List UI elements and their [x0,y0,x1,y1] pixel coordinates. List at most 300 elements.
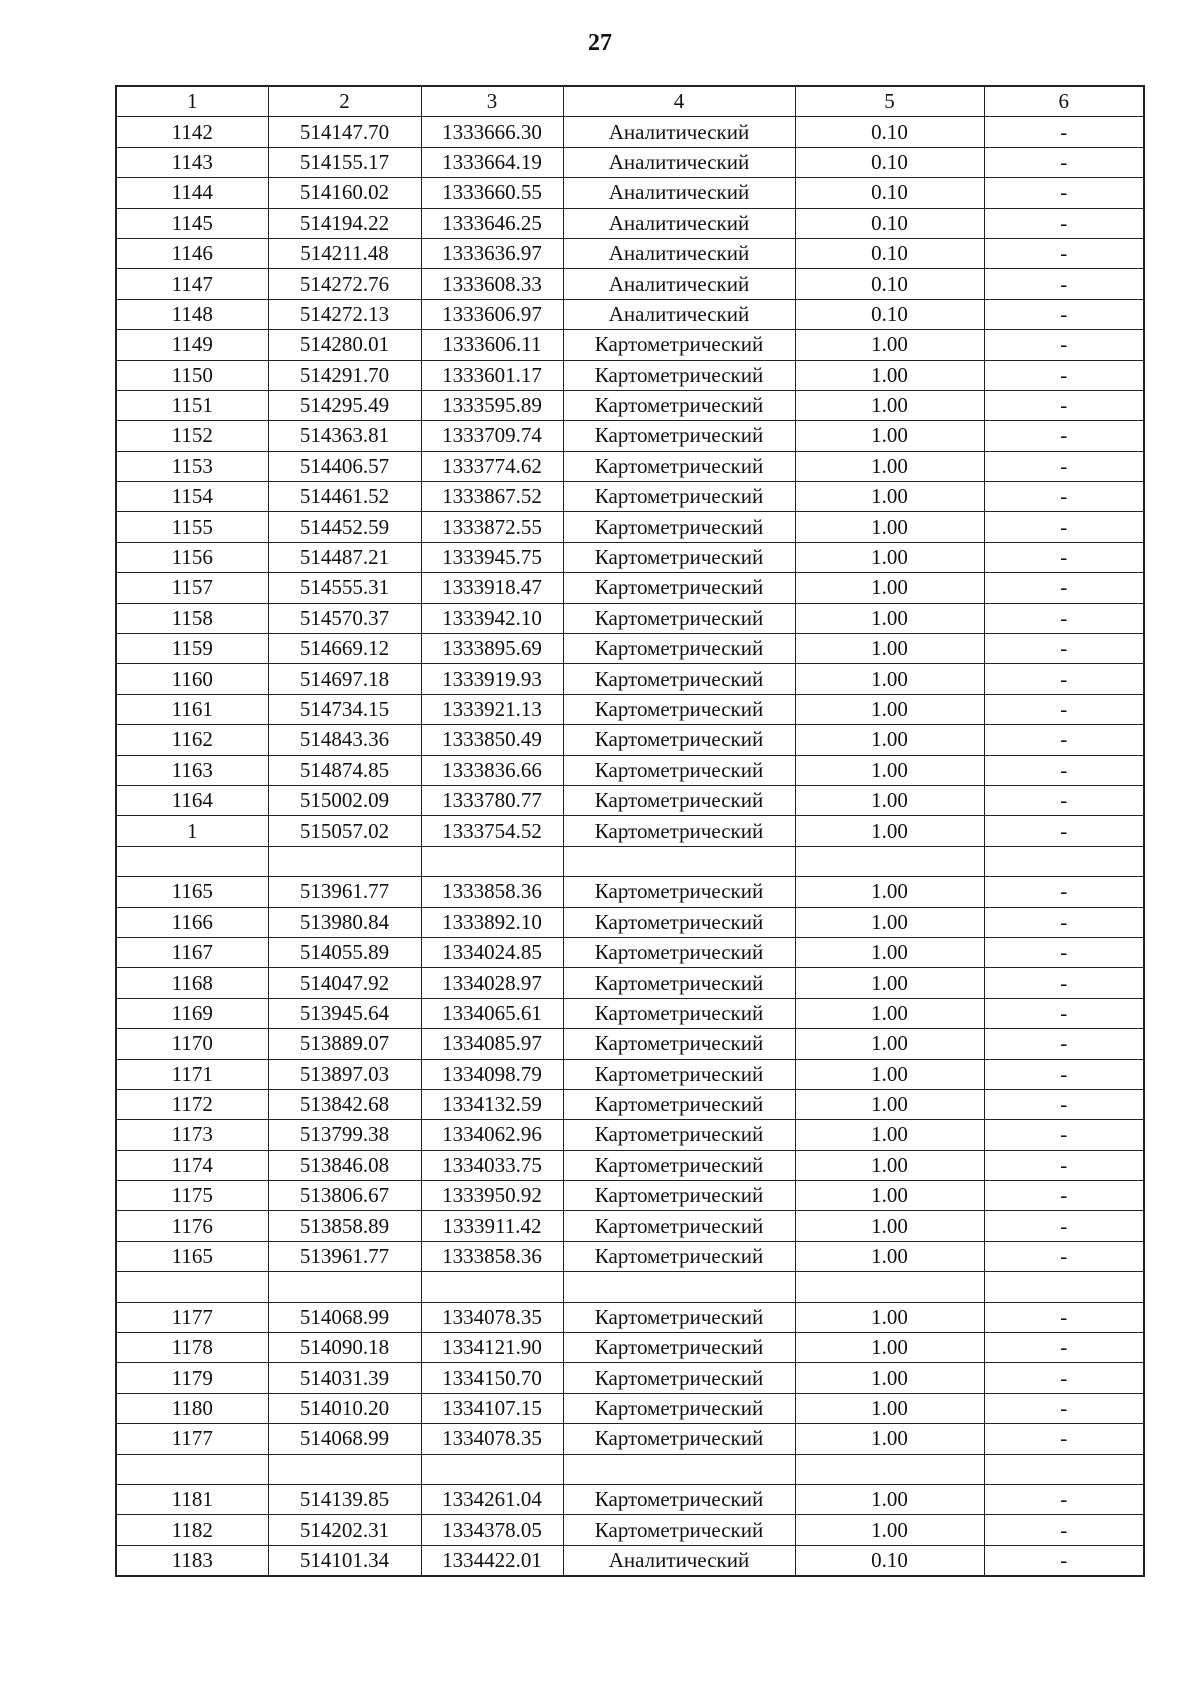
method-cell: Картометрический [563,603,795,633]
table-row [116,299,1144,329]
accuracy-cell: 1.00 [795,877,984,907]
y-coordinate-cell: 1333646.25 [421,208,563,238]
table-row [116,846,1144,876]
y-coordinate-cell: 1333608.33 [421,269,563,299]
x-coordinate-cell: 514194.22 [268,208,421,238]
method-cell: Аналитический [563,1545,795,1576]
point-number-cell: 1165 [116,1241,268,1271]
accuracy-cell [795,1272,984,1302]
description-cell: - [984,1333,1144,1363]
x-coordinate-cell [268,846,421,876]
x-coordinate-cell: 514487.21 [268,542,421,572]
point-number-cell: 1158 [116,603,268,633]
description-cell: - [984,390,1144,420]
method-cell: Картометрический [563,482,795,512]
x-coordinate-cell: 514202.31 [268,1515,421,1545]
accuracy-cell: 1.00 [795,907,984,937]
accuracy-cell: 1.00 [795,1089,984,1119]
accuracy-cell: 1.00 [795,968,984,998]
method-cell: Аналитический [563,178,795,208]
description-cell: - [984,1484,1144,1514]
y-coordinate-cell: 1333636.97 [421,238,563,268]
table-row [116,1393,1144,1423]
method-cell: Картометрический [563,1029,795,1059]
y-coordinate-cell: 1333754.52 [421,816,563,846]
description-cell: - [984,907,1144,937]
x-coordinate-cell: 513842.68 [268,1089,421,1119]
accuracy-cell: 1.00 [795,1424,984,1454]
x-coordinate-cell: 514363.81 [268,421,421,451]
point-number-cell: 1157 [116,573,268,603]
y-coordinate-cell: 1333858.36 [421,1241,563,1271]
x-coordinate-cell: 514734.15 [268,694,421,724]
coordinates-table [115,85,1145,1577]
accuracy-cell: 0.10 [795,178,984,208]
y-coordinate-cell: 1333660.55 [421,178,563,208]
column-header-1: 1 [116,86,268,117]
x-coordinate-cell: 514291.70 [268,360,421,390]
x-coordinate-cell: 513799.38 [268,1120,421,1150]
x-coordinate-cell [268,1272,421,1302]
description-cell: - [984,634,1144,664]
accuracy-cell: 1.00 [795,694,984,724]
table-row [116,907,1144,937]
table-row [116,1059,1144,1089]
x-coordinate-cell: 513961.77 [268,1241,421,1271]
x-coordinate-cell: 513945.64 [268,998,421,1028]
method-cell: Картометрический [563,330,795,360]
description-cell: - [984,330,1144,360]
accuracy-cell: 1.00 [795,785,984,815]
table-row [116,664,1144,694]
accuracy-cell: 1.00 [795,573,984,603]
point-number-cell: 1170 [116,1029,268,1059]
description-cell: - [984,451,1144,481]
point-number-cell: 1176 [116,1211,268,1241]
accuracy-cell: 0.10 [795,299,984,329]
table-row [116,937,1144,967]
description-cell: - [984,1424,1144,1454]
accuracy-cell: 1.00 [795,421,984,451]
x-coordinate-cell: 514570.37 [268,603,421,633]
point-number-cell: 1147 [116,269,268,299]
accuracy-cell: 1.00 [795,482,984,512]
table-row [116,1211,1144,1241]
x-coordinate-cell [268,1454,421,1484]
point-number-cell: 1145 [116,208,268,238]
accuracy-cell: 1.00 [795,360,984,390]
method-cell: Аналитический [563,208,795,238]
method-cell: Картометрический [563,664,795,694]
point-number-cell: 1163 [116,755,268,785]
table-row [116,117,1144,147]
page-number: 27 [588,30,612,56]
y-coordinate-cell: 1333664.19 [421,147,563,177]
point-number-cell [116,846,268,876]
description-cell: - [984,360,1144,390]
accuracy-cell: 1.00 [795,725,984,755]
accuracy-cell: 1.00 [795,451,984,481]
point-number-cell: 1148 [116,299,268,329]
description-cell: - [984,785,1144,815]
description-cell [984,1272,1144,1302]
x-coordinate-cell: 515057.02 [268,816,421,846]
point-number-cell: 1154 [116,482,268,512]
accuracy-cell: 1.00 [795,755,984,785]
y-coordinate-cell: 1334422.01 [421,1545,563,1576]
point-number-cell: 1151 [116,390,268,420]
accuracy-cell: 0.10 [795,1545,984,1576]
table-row [116,1333,1144,1363]
method-cell: Картометрический [563,451,795,481]
y-coordinate-cell: 1334132.59 [421,1089,563,1119]
point-number-cell: 1144 [116,178,268,208]
point-number-cell: 1149 [116,330,268,360]
description-cell: - [984,998,1144,1028]
accuracy-cell: 0.10 [795,208,984,238]
description-cell: - [984,238,1144,268]
point-number-cell: 1152 [116,421,268,451]
point-number-cell [116,1454,268,1484]
table-row [116,603,1144,633]
x-coordinate-cell: 514031.39 [268,1363,421,1393]
point-number-cell: 1180 [116,1393,268,1423]
description-cell: - [984,1029,1144,1059]
y-coordinate-cell: 1333780.77 [421,785,563,815]
point-number-cell: 1159 [116,634,268,664]
description-cell: - [984,421,1144,451]
table-row [116,1120,1144,1150]
method-cell: Аналитический [563,269,795,299]
y-coordinate-cell: 1334024.85 [421,937,563,967]
x-coordinate-cell: 514697.18 [268,664,421,694]
y-coordinate-cell: 1333867.52 [421,482,563,512]
accuracy-cell: 1.00 [795,330,984,360]
description-cell: - [984,208,1144,238]
table-row [116,816,1144,846]
accuracy-cell [795,846,984,876]
description-cell: - [984,816,1144,846]
method-cell: Картометрический [563,937,795,967]
y-coordinate-cell: 1333709.74 [421,421,563,451]
accuracy-cell [795,1454,984,1484]
y-coordinate-cell: 1334150.70 [421,1363,563,1393]
method-cell: Картометрический [563,360,795,390]
y-coordinate-cell: 1333919.93 [421,664,563,694]
description-cell: - [984,1241,1144,1271]
x-coordinate-cell: 514211.48 [268,238,421,268]
point-number-cell: 1155 [116,512,268,542]
method-cell: Картометрический [563,785,795,815]
y-coordinate-cell: 1333942.10 [421,603,563,633]
x-coordinate-cell: 514874.85 [268,755,421,785]
method-cell: Картометрический [563,907,795,937]
description-cell: - [984,755,1144,785]
table-body [116,117,1144,1576]
table-row [116,542,1144,572]
y-coordinate-cell: 1334121.90 [421,1333,563,1363]
accuracy-cell: 1.00 [795,634,984,664]
point-number-cell: 1179 [116,1363,268,1393]
y-coordinate-cell: 1334378.05 [421,1515,563,1545]
point-number-cell: 1173 [116,1120,268,1150]
table-row [116,694,1144,724]
method-cell: Картометрический [563,542,795,572]
method-cell: Аналитический [563,117,795,147]
point-number-cell: 1181 [116,1484,268,1514]
table-row [116,998,1144,1028]
method-cell: Картометрический [563,725,795,755]
table-row [116,147,1144,177]
description-cell: - [984,117,1144,147]
accuracy-cell: 1.00 [795,1029,984,1059]
table-row [116,1424,1144,1454]
method-cell: Картометрический [563,1089,795,1119]
x-coordinate-cell: 514295.49 [268,390,421,420]
x-coordinate-cell: 514452.59 [268,512,421,542]
method-cell: Картометрический [563,421,795,451]
description-cell: - [984,877,1144,907]
accuracy-cell: 0.10 [795,238,984,268]
table-row [116,634,1144,664]
x-coordinate-cell: 514555.31 [268,573,421,603]
table-row [116,360,1144,390]
x-coordinate-cell: 513889.07 [268,1029,421,1059]
description-cell: - [984,1059,1144,1089]
x-coordinate-cell: 515002.09 [268,785,421,815]
x-coordinate-cell: 514669.12 [268,634,421,664]
x-coordinate-cell: 513846.08 [268,1150,421,1180]
x-coordinate-cell: 514843.36 [268,725,421,755]
point-number-cell: 1174 [116,1150,268,1180]
accuracy-cell: 1.00 [795,664,984,694]
method-cell: Картометрический [563,998,795,1028]
x-coordinate-cell: 513897.03 [268,1059,421,1089]
accuracy-cell: 1.00 [795,542,984,572]
y-coordinate-cell: 1334107.15 [421,1393,563,1423]
accuracy-cell: 1.00 [795,1363,984,1393]
y-coordinate-cell: 1333606.97 [421,299,563,329]
point-number-cell: 1150 [116,360,268,390]
y-coordinate-cell [421,1272,563,1302]
y-coordinate-cell: 1333911.42 [421,1211,563,1241]
column-header-3: 3 [421,86,563,117]
point-number-cell: 1162 [116,725,268,755]
table-row [116,755,1144,785]
x-coordinate-cell: 513961.77 [268,877,421,907]
point-number-cell: 1175 [116,1181,268,1211]
point-number-cell: 1143 [116,147,268,177]
description-cell: - [984,664,1144,694]
y-coordinate-cell: 1333921.13 [421,694,563,724]
accuracy-cell: 1.00 [795,816,984,846]
method-cell: Картометрический [563,573,795,603]
method-cell: Картометрический [563,634,795,664]
point-number-cell: 1160 [116,664,268,694]
table-row [116,1302,1144,1332]
y-coordinate-cell: 1333892.10 [421,907,563,937]
accuracy-cell: 1.00 [795,937,984,967]
accuracy-cell: 1.00 [795,998,984,1028]
table-row [116,877,1144,907]
method-cell: Аналитический [563,299,795,329]
table-row [116,178,1144,208]
y-coordinate-cell: 1333895.69 [421,634,563,664]
method-cell [563,1454,795,1484]
point-number-cell: 1182 [116,1515,268,1545]
table-row [116,482,1144,512]
table-row [116,238,1144,268]
y-coordinate-cell: 1334078.35 [421,1424,563,1454]
description-cell: - [984,573,1144,603]
x-coordinate-cell: 514010.20 [268,1393,421,1423]
description-cell: - [984,299,1144,329]
description-cell: - [984,694,1144,724]
point-number-cell: 1172 [116,1089,268,1119]
description-cell: - [984,1363,1144,1393]
accuracy-cell: 0.10 [795,147,984,177]
point-number-cell: 1171 [116,1059,268,1089]
y-coordinate-cell: 1333774.62 [421,451,563,481]
point-number-cell: 1168 [116,968,268,998]
description-cell: - [984,1545,1144,1576]
description-cell: - [984,1150,1144,1180]
accuracy-cell: 1.00 [795,1059,984,1089]
method-cell: Картометрический [563,1120,795,1150]
accuracy-cell: 1.00 [795,1181,984,1211]
table-row [116,1484,1144,1514]
table-row [116,1150,1144,1180]
method-cell: Картометрический [563,816,795,846]
y-coordinate-cell: 1334078.35 [421,1302,563,1332]
y-coordinate-cell: 1333595.89 [421,390,563,420]
accuracy-cell: 1.00 [795,512,984,542]
method-cell: Картометрический [563,694,795,724]
table-row [116,968,1144,998]
y-coordinate-cell: 1334062.96 [421,1120,563,1150]
table-row [116,269,1144,299]
description-cell [984,846,1144,876]
table-row [116,1181,1144,1211]
y-coordinate-cell [421,1454,563,1484]
table-header-row [116,86,1144,117]
method-cell [563,846,795,876]
method-cell: Картометрический [563,512,795,542]
point-number-cell: 1153 [116,451,268,481]
method-cell: Картометрический [563,1059,795,1089]
description-cell: - [984,1181,1144,1211]
accuracy-cell: 1.00 [795,603,984,633]
y-coordinate-cell [421,846,563,876]
accuracy-cell: 1.00 [795,1120,984,1150]
x-coordinate-cell: 514406.57 [268,451,421,481]
y-coordinate-cell: 1333950.92 [421,1181,563,1211]
point-number-cell: 1167 [116,937,268,967]
description-cell: - [984,178,1144,208]
y-coordinate-cell: 1334065.61 [421,998,563,1028]
point-number-cell: 1169 [116,998,268,1028]
table-row [116,785,1144,815]
table-row [116,1515,1144,1545]
description-cell: - [984,542,1144,572]
method-cell: Картометрический [563,1424,795,1454]
method-cell: Картометрический [563,968,795,998]
x-coordinate-cell: 514272.13 [268,299,421,329]
method-cell: Картометрический [563,1302,795,1332]
table-row [116,330,1144,360]
y-coordinate-cell: 1334033.75 [421,1150,563,1180]
method-cell: Картометрический [563,755,795,785]
y-coordinate-cell: 1333666.30 [421,117,563,147]
x-coordinate-cell: 514068.99 [268,1302,421,1332]
x-coordinate-cell: 514090.18 [268,1333,421,1363]
y-coordinate-cell: 1334261.04 [421,1484,563,1514]
accuracy-cell: 1.00 [795,1393,984,1423]
method-cell: Картометрический [563,1211,795,1241]
y-coordinate-cell: 1333858.36 [421,877,563,907]
accuracy-cell: 1.00 [795,1211,984,1241]
y-coordinate-cell: 1333872.55 [421,512,563,542]
y-coordinate-cell: 1333601.17 [421,360,563,390]
description-cell: - [984,482,1144,512]
x-coordinate-cell: 513806.67 [268,1181,421,1211]
description-cell: - [984,725,1144,755]
point-number-cell: 1178 [116,1333,268,1363]
method-cell: Картометрический [563,1150,795,1180]
method-cell: Аналитический [563,147,795,177]
y-coordinate-cell: 1334085.97 [421,1029,563,1059]
column-header-2: 2 [268,86,421,117]
table-row [116,573,1144,603]
description-cell: - [984,1515,1144,1545]
table-row [116,512,1144,542]
point-number-cell [116,1272,268,1302]
table-row [116,1363,1144,1393]
column-header-4: 4 [563,86,795,117]
x-coordinate-cell: 514139.85 [268,1484,421,1514]
y-coordinate-cell: 1333836.66 [421,755,563,785]
table-row [116,1545,1144,1576]
table-row [116,390,1144,420]
y-coordinate-cell: 1333918.47 [421,573,563,603]
method-cell: Картометрический [563,390,795,420]
accuracy-cell: 1.00 [795,1333,984,1363]
method-cell: Картометрический [563,1484,795,1514]
table-row [116,725,1144,755]
x-coordinate-cell: 514055.89 [268,937,421,967]
method-cell: Картометрический [563,1241,795,1271]
x-coordinate-cell: 514101.34 [268,1545,421,1576]
method-cell: Картометрический [563,1515,795,1545]
accuracy-cell: 1.00 [795,1150,984,1180]
table-row [116,1241,1144,1271]
x-coordinate-cell: 514272.76 [268,269,421,299]
point-number-cell: 1183 [116,1545,268,1576]
description-cell: - [984,968,1144,998]
y-coordinate-cell: 1333945.75 [421,542,563,572]
description-cell: - [984,147,1144,177]
x-coordinate-cell: 513858.89 [268,1211,421,1241]
method-cell: Картометрический [563,1363,795,1393]
x-coordinate-cell: 514461.52 [268,482,421,512]
accuracy-cell: 1.00 [795,1515,984,1545]
table-row [116,208,1144,238]
point-number-cell: 1177 [116,1424,268,1454]
point-number-cell: 1164 [116,785,268,815]
point-number-cell: 1161 [116,694,268,724]
table-row [116,451,1144,481]
table-row [116,421,1144,451]
